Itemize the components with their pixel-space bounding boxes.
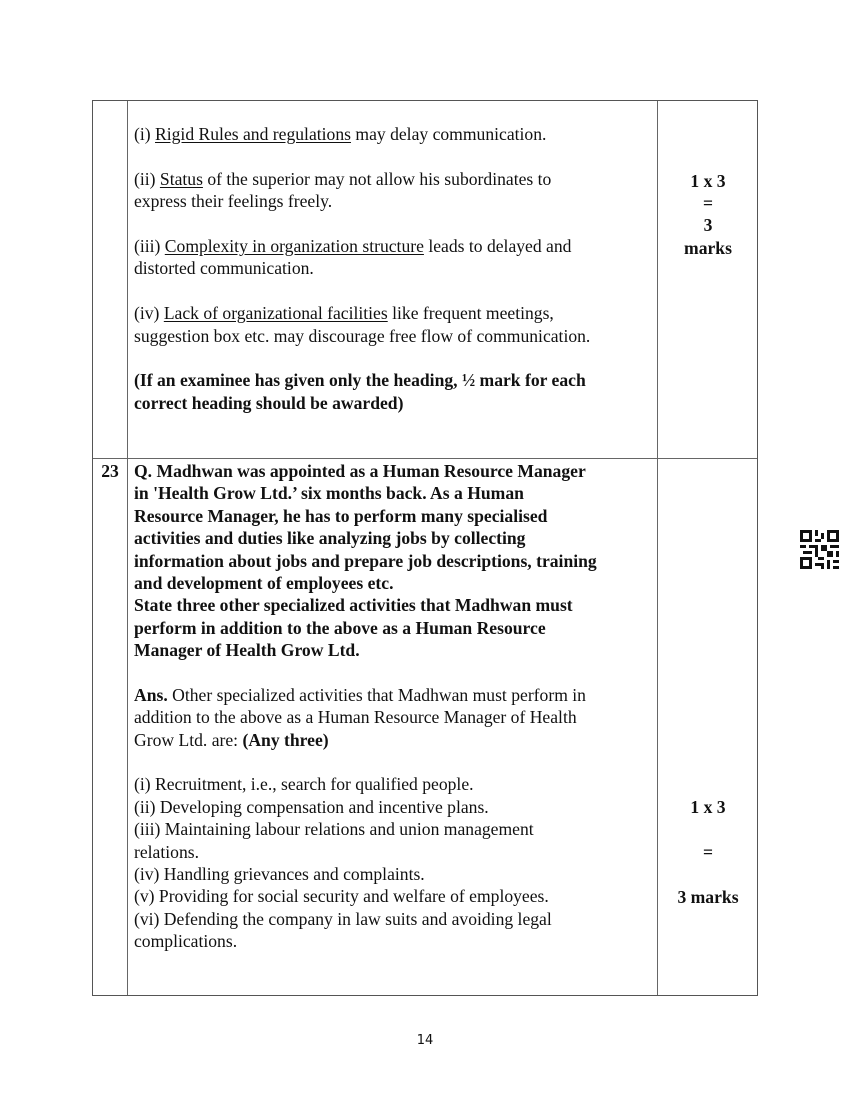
text-segment: (iv) Handling grievances and complaints. [134,864,425,885]
text-line [134,302,590,324]
text-segment: (ii) [134,168,160,189]
text-line [134,168,590,190]
text-line [134,190,590,212]
underlined-heading: Rigid Rules and regulations [155,124,351,144]
text-line [134,123,590,145]
marks-line: 1 x 3 [690,797,726,817]
text-line [134,729,597,751]
text-segment: (iii) [134,235,165,256]
text-segment: (iii) Maintaining labour relations and union management [134,819,534,840]
underlined-heading: Lack of organizational facilities [163,303,388,324]
blank-line [134,213,590,235]
text-line [134,550,597,572]
text-segment: addition to the above as a Human Resource Manager of Health [134,707,577,728]
text-line [134,930,597,952]
marks-line: 3 [703,215,713,235]
bold-text: correct heading should be awarded) [134,392,404,413]
text-line [134,863,597,885]
text-line [134,235,590,257]
text-line [134,505,597,527]
bold-text: Manager of Health Grow Ltd. [134,640,360,661]
row1-answer-text [134,123,590,414]
blank-line [134,751,597,773]
blank-line [134,145,590,167]
bold-text: perform in addition to the above as a Human Resource [134,617,546,638]
text-line [134,392,590,414]
question-number: 23 [101,461,119,481]
text-line [134,572,597,594]
text-line [134,527,597,549]
bold-text: Q. Madhwan was appointed as a Human Resource Manager [134,461,586,481]
marks-line: 1 x 3 [690,171,726,191]
text-line [134,325,590,347]
text-segment: may delay communication. [350,124,547,144]
text-segment: (iv) [134,303,164,324]
bold-text: Resource Manager, he has to perform many specialised [134,505,548,526]
marks-line: 3 marks [677,887,739,907]
text-line [134,908,597,930]
text-line [134,773,597,795]
text-segment: (i) [134,124,156,144]
text-segment: (ii) Developing compensation and incentive plans. [134,796,489,817]
text-segment: suggestion box etc. may discourage free flow of communication. [134,325,591,346]
underlined-heading: Complexity in organization structure [164,235,424,256]
bold-text: Ans. [134,684,168,705]
row2-question-answer-text [134,460,597,953]
column-divider [127,101,128,995]
underlined-heading: Status [159,168,203,189]
text-line [134,617,597,639]
text-segment: leads to delayed and [423,235,572,256]
page-number: 14 [416,1033,434,1048]
text-segment: distorted communication. [134,258,314,279]
answer-table [92,100,758,996]
bold-text: (If an examinee has given only the heading, ½ mark for each [134,370,586,391]
text-line [134,885,597,907]
text-line [134,639,597,661]
marks-line: = [702,842,714,862]
blank-line [134,280,590,302]
bold-text: activities and duties like analyzing jobs by collecting [134,528,526,549]
qr-code-icon [800,530,839,569]
text-segment: Grow Ltd. are: [134,729,243,750]
text-line [134,796,597,818]
text-segment: like frequent meetings, [387,303,554,324]
bold-text: State three other specialized activities that Madhwan must [134,595,573,616]
text-line [134,369,590,391]
text-line [134,594,597,616]
text-line [134,684,597,706]
text-segment: (i) Recruitment, i.e., search for qualified people. [134,774,474,795]
row-divider [93,458,757,459]
text-line [134,257,590,279]
marks-line: = [702,193,714,213]
text-line [134,841,597,863]
bold-text: (Any three) [242,729,329,750]
bold-text: in 'Health Grow Ltd.’ six months back. As a Human [134,483,524,504]
text-segment: complications. [134,931,238,952]
bold-text: and development of employees etc. [134,572,394,593]
text-line [134,460,597,482]
text-line [134,818,597,840]
text-segment: of the superior may not allow his subordinates to [202,168,552,189]
text-segment: express their feelings freely. [134,191,333,212]
text-segment: (vi) Defending the company in law suits and avoiding legal [134,908,552,929]
text-line [134,706,597,728]
marks-line: marks [684,238,732,258]
text-segment: (v) Providing for social security and welfare of employees. [134,886,549,907]
text-segment: Other specialized activities that Madhwan must perform in [167,684,586,705]
blank-line [134,347,590,369]
text-segment: relations. [134,841,199,862]
text-line [134,482,597,504]
bold-text: information about jobs and prepare job descriptions, training [134,550,597,571]
blank-line [134,662,597,684]
